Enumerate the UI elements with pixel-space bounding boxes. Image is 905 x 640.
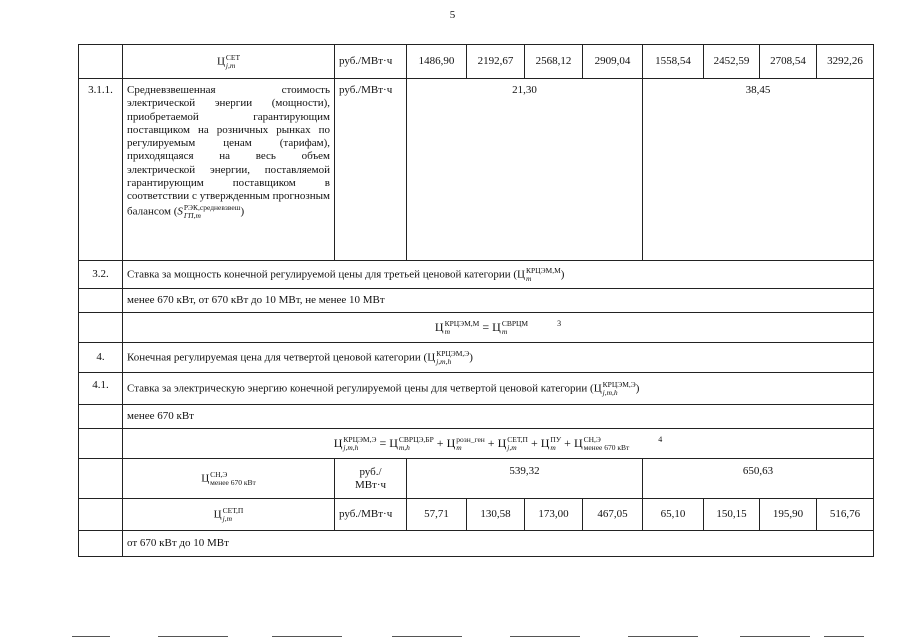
symbol-sup: СЕТ: [225, 52, 241, 62]
symbol-sup: КРЦЭМ,Э: [436, 348, 470, 358]
symbol: Ц: [593, 382, 602, 395]
symbol-sub: j,m: [225, 60, 236, 70]
value-cell: 2192,67: [467, 45, 525, 79]
symbol-sup: СВРЦЭ,БР: [398, 434, 434, 444]
table-row: [79, 459, 874, 499]
paren: ): [635, 382, 640, 395]
formula-cell: [123, 429, 874, 459]
range-label: менее 670 кВт, от 670 кВт до 10 МВт, не менее 10 МВт: [123, 289, 874, 313]
description-cell: [123, 79, 335, 261]
symbol-sub: j,m: [507, 442, 517, 452]
table-row: [79, 313, 874, 343]
value-cell: 173,00: [525, 499, 583, 531]
footer-divider: [740, 636, 810, 637]
symbol-sub: m: [525, 273, 532, 283]
footer-divider: [272, 636, 342, 637]
footer-divider: [824, 636, 864, 637]
symbol-sub: m: [444, 326, 451, 336]
table-row: [79, 343, 874, 373]
symbol: Ц: [497, 435, 507, 450]
table-row: [79, 261, 874, 289]
row-number-cell: [79, 531, 123, 557]
symbol: Ц: [389, 435, 398, 450]
unit-line: МВт·ч: [354, 478, 387, 491]
symbol-sup: СЕТ,П: [507, 434, 528, 444]
symbol: Ц: [216, 55, 225, 68]
value-cell: 467,05: [583, 499, 643, 531]
paren: ): [469, 351, 473, 364]
footer-divider: [510, 636, 580, 637]
value-cell: 2909,04: [583, 45, 643, 79]
symbol-sup: КРЦЭМ,М: [444, 318, 480, 328]
value-cell-merged: 38,45: [643, 79, 874, 261]
symbol-sup: СЕТ,П: [222, 505, 244, 515]
formula-cell: [123, 313, 874, 343]
symbol: Ц: [517, 268, 525, 281]
row-number: 4.1.: [79, 373, 123, 405]
symbol-sup: КРЦЭМ,Э: [602, 379, 636, 389]
row-number-cell: [79, 289, 123, 313]
row-number-cell: [79, 45, 123, 79]
symbol: Ц: [434, 319, 444, 334]
symbol: Ц: [446, 435, 456, 450]
symbol-sup: СН,Э: [583, 434, 601, 444]
unit-cell: [335, 459, 407, 499]
table-row: [79, 45, 874, 79]
table-row: [79, 79, 874, 261]
symbol: Ц: [201, 472, 210, 485]
value-cell: 57,71: [407, 499, 467, 531]
section-title-cell: [123, 373, 874, 405]
value-cell: 195,90: [760, 499, 817, 531]
footnote-marker: 4: [658, 435, 663, 445]
symbol: Ц: [333, 435, 343, 450]
plus-sign: +: [487, 435, 495, 450]
symbol-cell: [123, 459, 335, 499]
symbol-sub: m: [501, 326, 508, 336]
plus-sign: +: [530, 435, 538, 450]
symbol-sup: ПУ: [550, 434, 562, 444]
row-number: 3.2.: [79, 261, 123, 289]
symbol: Ц: [540, 435, 550, 450]
symbol-sub: j,m,h: [436, 356, 452, 366]
value-cell: 130,58: [467, 499, 525, 531]
row-number-cell: [79, 405, 123, 429]
table-row: [79, 373, 874, 405]
equals-sign: =: [482, 319, 490, 334]
range-label: от 670 кВт до 10 МВт: [123, 531, 874, 557]
symbol-sub: m: [456, 442, 462, 452]
symbol-sub: ГП,m: [183, 210, 201, 220]
value-cell: 1558,54: [643, 45, 704, 79]
footer-divider: [628, 636, 698, 637]
value-cell: 2568,12: [525, 45, 583, 79]
unit-cell: руб./МВт·ч: [335, 499, 407, 531]
symbol-cell: [123, 499, 335, 531]
section-title: Конечная регулируемая цена для четвертой ценовой категории (: [127, 351, 428, 364]
row-number: 3.1.1.: [79, 79, 123, 261]
symbol-sub: m: [550, 442, 556, 452]
unit-cell: руб./МВт·ч: [335, 45, 407, 79]
symbol-sub: m,h: [398, 442, 410, 452]
table-row: [79, 429, 874, 459]
table-row: [79, 289, 874, 313]
symbol-sub: менее 670 кВт: [210, 477, 256, 487]
symbol-cell: [123, 45, 335, 79]
value-cell-merged: 650,63: [643, 459, 874, 499]
footnote-marker: 3: [557, 319, 562, 329]
value-cell-merged: 539,32: [407, 459, 643, 499]
value-cell: 150,15: [704, 499, 760, 531]
tariff-table: [78, 44, 874, 557]
value-cell-merged: 21,30: [407, 79, 643, 261]
row-number-cell: [79, 499, 123, 531]
symbol: S: [177, 205, 183, 218]
paren: ): [240, 205, 245, 218]
section-title: Ставка за мощность конечной регулируемой цены для третьей ценовой категории (: [127, 268, 518, 281]
row-number-cell: [79, 313, 123, 343]
symbol-sup: СВРЦМ: [501, 318, 529, 328]
paren: ): [560, 268, 565, 281]
page-number: 5: [449, 9, 456, 21]
value-cell: 1486,90: [407, 45, 467, 79]
section-title-cell: [123, 343, 874, 373]
table-row: [79, 499, 874, 531]
plus-sign: +: [564, 435, 571, 450]
symbol-sup: КРЦЭМ,Э: [343, 434, 377, 444]
equals-sign: =: [379, 435, 387, 450]
symbol-sup: КРЦЭМ,М: [525, 265, 561, 275]
symbol: Ц: [492, 319, 501, 334]
row-number-cell: [79, 459, 123, 499]
value-cell: 2452,59: [704, 45, 760, 79]
footer-divider: [72, 636, 110, 637]
description-text: Средневзвешенная стоимость электрической энергии (мощности), приобретаемой гарантирующим поставщиком на розничных рынках по регулируемым ценам (тарифам), приходящаяся на весь объем электрической энергии, поставляемой гарантирующим поставщиком в соответствии с утвержденным прогнозным балансом (: [127, 84, 330, 218]
value-cell: 3292,26: [817, 45, 874, 79]
footer-divider: [158, 636, 228, 637]
symbol-sub: j,m: [222, 513, 232, 523]
section-title: Ставка за электрическую энергию конечной регулируемой цены для четвертой ценовой категории (: [127, 382, 594, 395]
symbol-sup: РЭК,средневзвеш: [183, 202, 241, 212]
footer-divider: [392, 636, 462, 637]
range-label: менее 670 кВт: [123, 405, 874, 429]
unit-cell: руб./МВт·ч: [335, 79, 407, 261]
symbol: Ц: [573, 435, 583, 450]
symbol-sub: j,m,h: [602, 387, 618, 397]
symbol-sup: розн_ген: [456, 434, 485, 444]
unit-line: руб./: [359, 465, 382, 478]
table-row: [79, 405, 874, 429]
plus-sign: +: [436, 435, 444, 450]
value-cell: 516,76: [817, 499, 874, 531]
symbol-sup: СН,Э: [210, 469, 228, 479]
symbol-sub: j,m,h: [343, 442, 359, 452]
table-row: [79, 531, 874, 557]
row-number-cell: [79, 429, 123, 459]
section-title-cell: [123, 261, 874, 289]
symbol: Ц: [213, 508, 222, 521]
row-number: 4.: [79, 343, 123, 373]
value-cell: 65,10: [643, 499, 704, 531]
symbol-sub: менее 670 кВт: [583, 442, 630, 452]
value-cell: 2708,54: [760, 45, 817, 79]
symbol: Ц: [427, 351, 436, 364]
